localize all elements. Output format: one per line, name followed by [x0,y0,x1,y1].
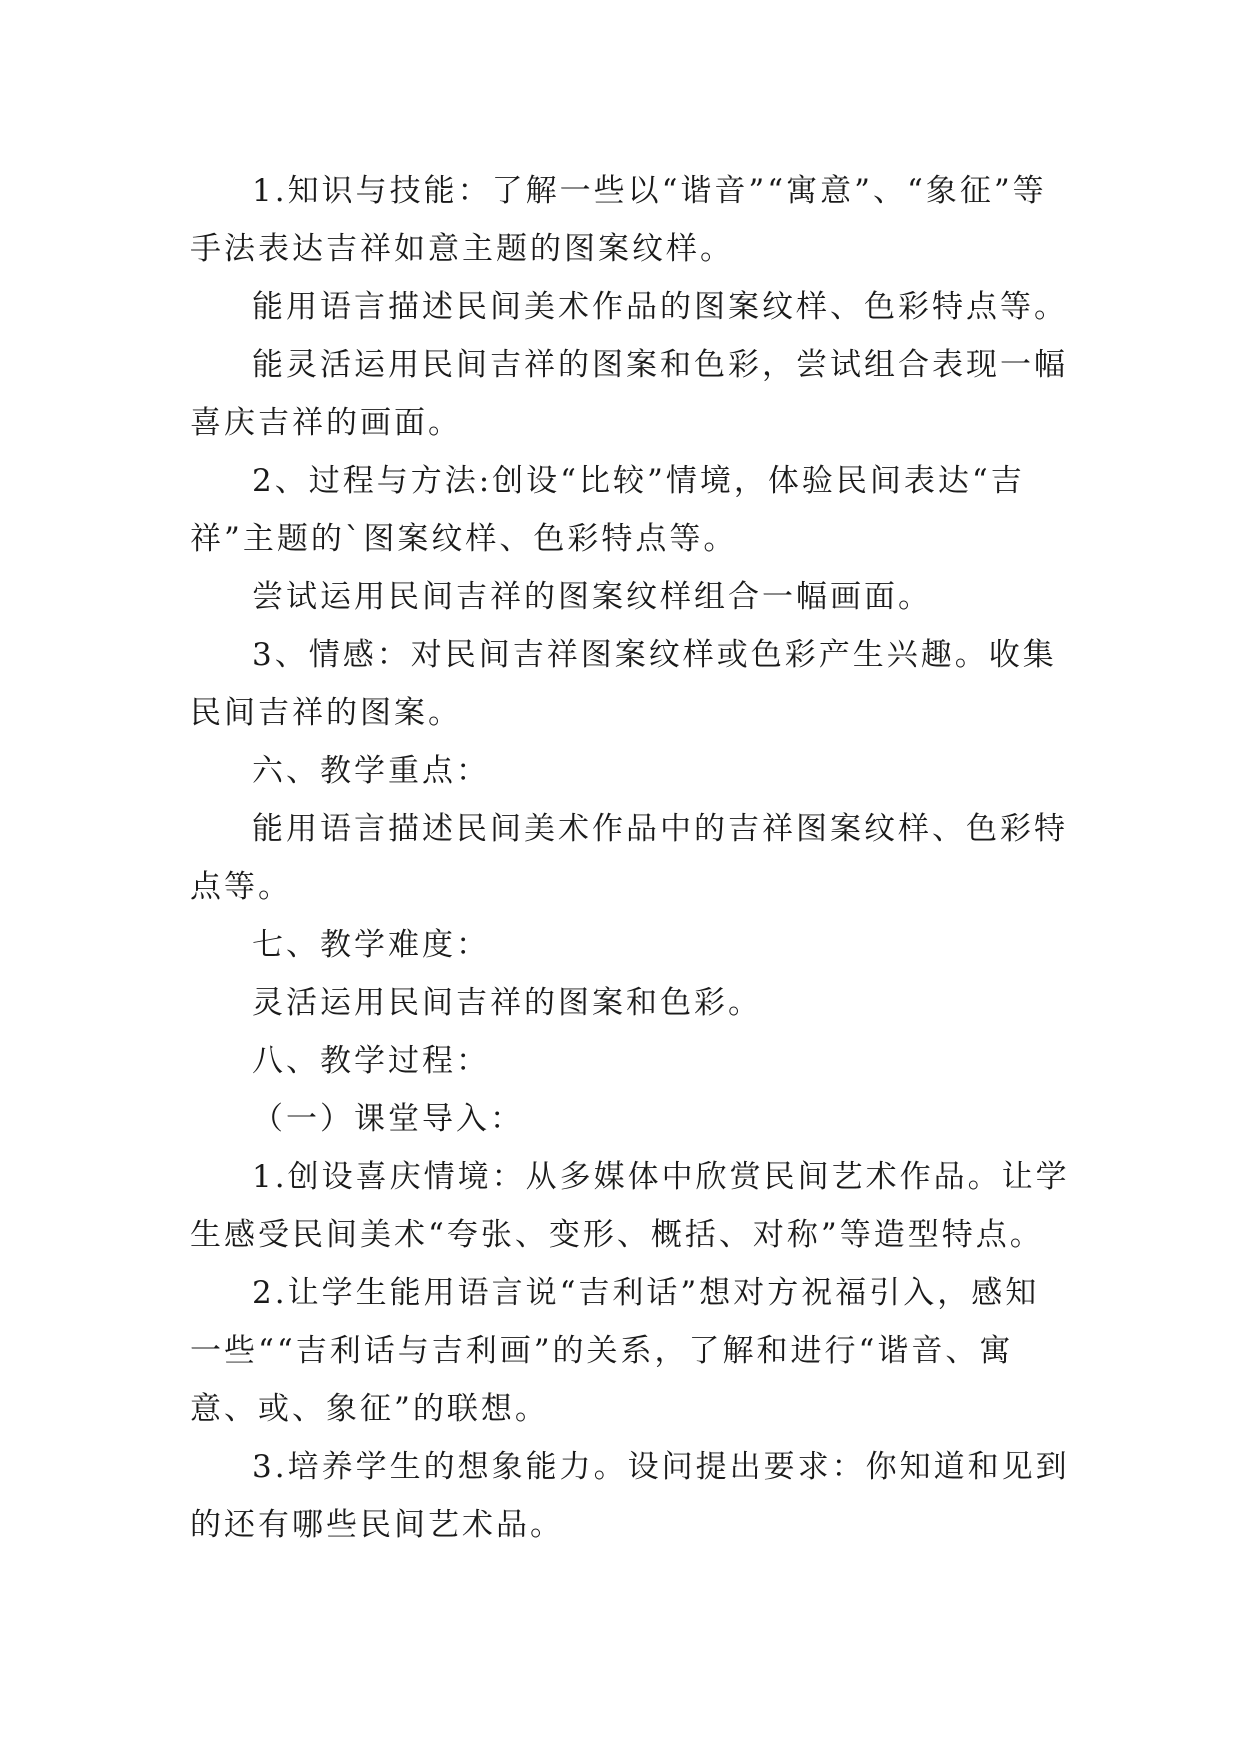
paragraph-describe-patterns: 能用语言描述民间美术作品的图案纹样、色彩特点等。 [252,289,1068,325]
paragraph-teaching-focus: 能用语言描述民间美术作品中的吉祥图案纹样、色彩特点等。 [190,811,1068,905]
paragraph-teaching-difficulty: 灵活运用民间吉祥的图案和色彩。 [252,985,762,1021]
paragraph-intro-step-1: 1.创设喜庆情境：从多媒体中欣赏民间艺术作品。让学生感受民间美术“夸张、变形、概括、对称”等造型特点。 [190,1159,1070,1253]
paragraph-apply-patterns: 能灵活运用民间吉祥的图案和色彩，尝试组合表现一幅喜庆吉祥的画面。 [190,347,1068,441]
document-body [190,162,1070,1554]
paragraph-goal-knowledge: 1.知识与技能：了解一些以“谐音”“寓意”、“象征”等手法表达吉祥如意主题的图案纹样。 [190,173,1047,267]
paragraph-goal-emotion: 3、情感：对民间吉祥图案纹样或色彩产生兴趣。收集民间吉祥的图案。 [190,637,1057,731]
heading-teaching-process: 八、教学过程： [252,1043,490,1079]
paragraph-goal-process: 2、过程与方法:创设“比较”情境，体验民间表达“吉祥”主题的`图案纹样、色彩特点等。 [190,463,1025,557]
paragraph-try-compose: 尝试运用民间吉祥的图案纹样组合一幅画面。 [252,579,932,615]
paragraph-intro-step-2: 2.让学生能用语言说“吉利话”想对方祝福引入，感知一些““吉利话与吉利画”的关系，了解和进行“谐音、寓意、或、象征”的联想。 [190,1275,1040,1427]
heading-teaching-focus: 六、教学重点： [252,753,490,789]
paragraph-intro-step-3: 3.培养学生的想象能力。设问提出要求：你知道和见到的还有哪些民间艺术品。 [190,1449,1070,1543]
heading-teaching-difficulty: 七、教学难度： [252,927,490,963]
heading-lesson-intro: （一）课堂导入： [252,1101,524,1137]
